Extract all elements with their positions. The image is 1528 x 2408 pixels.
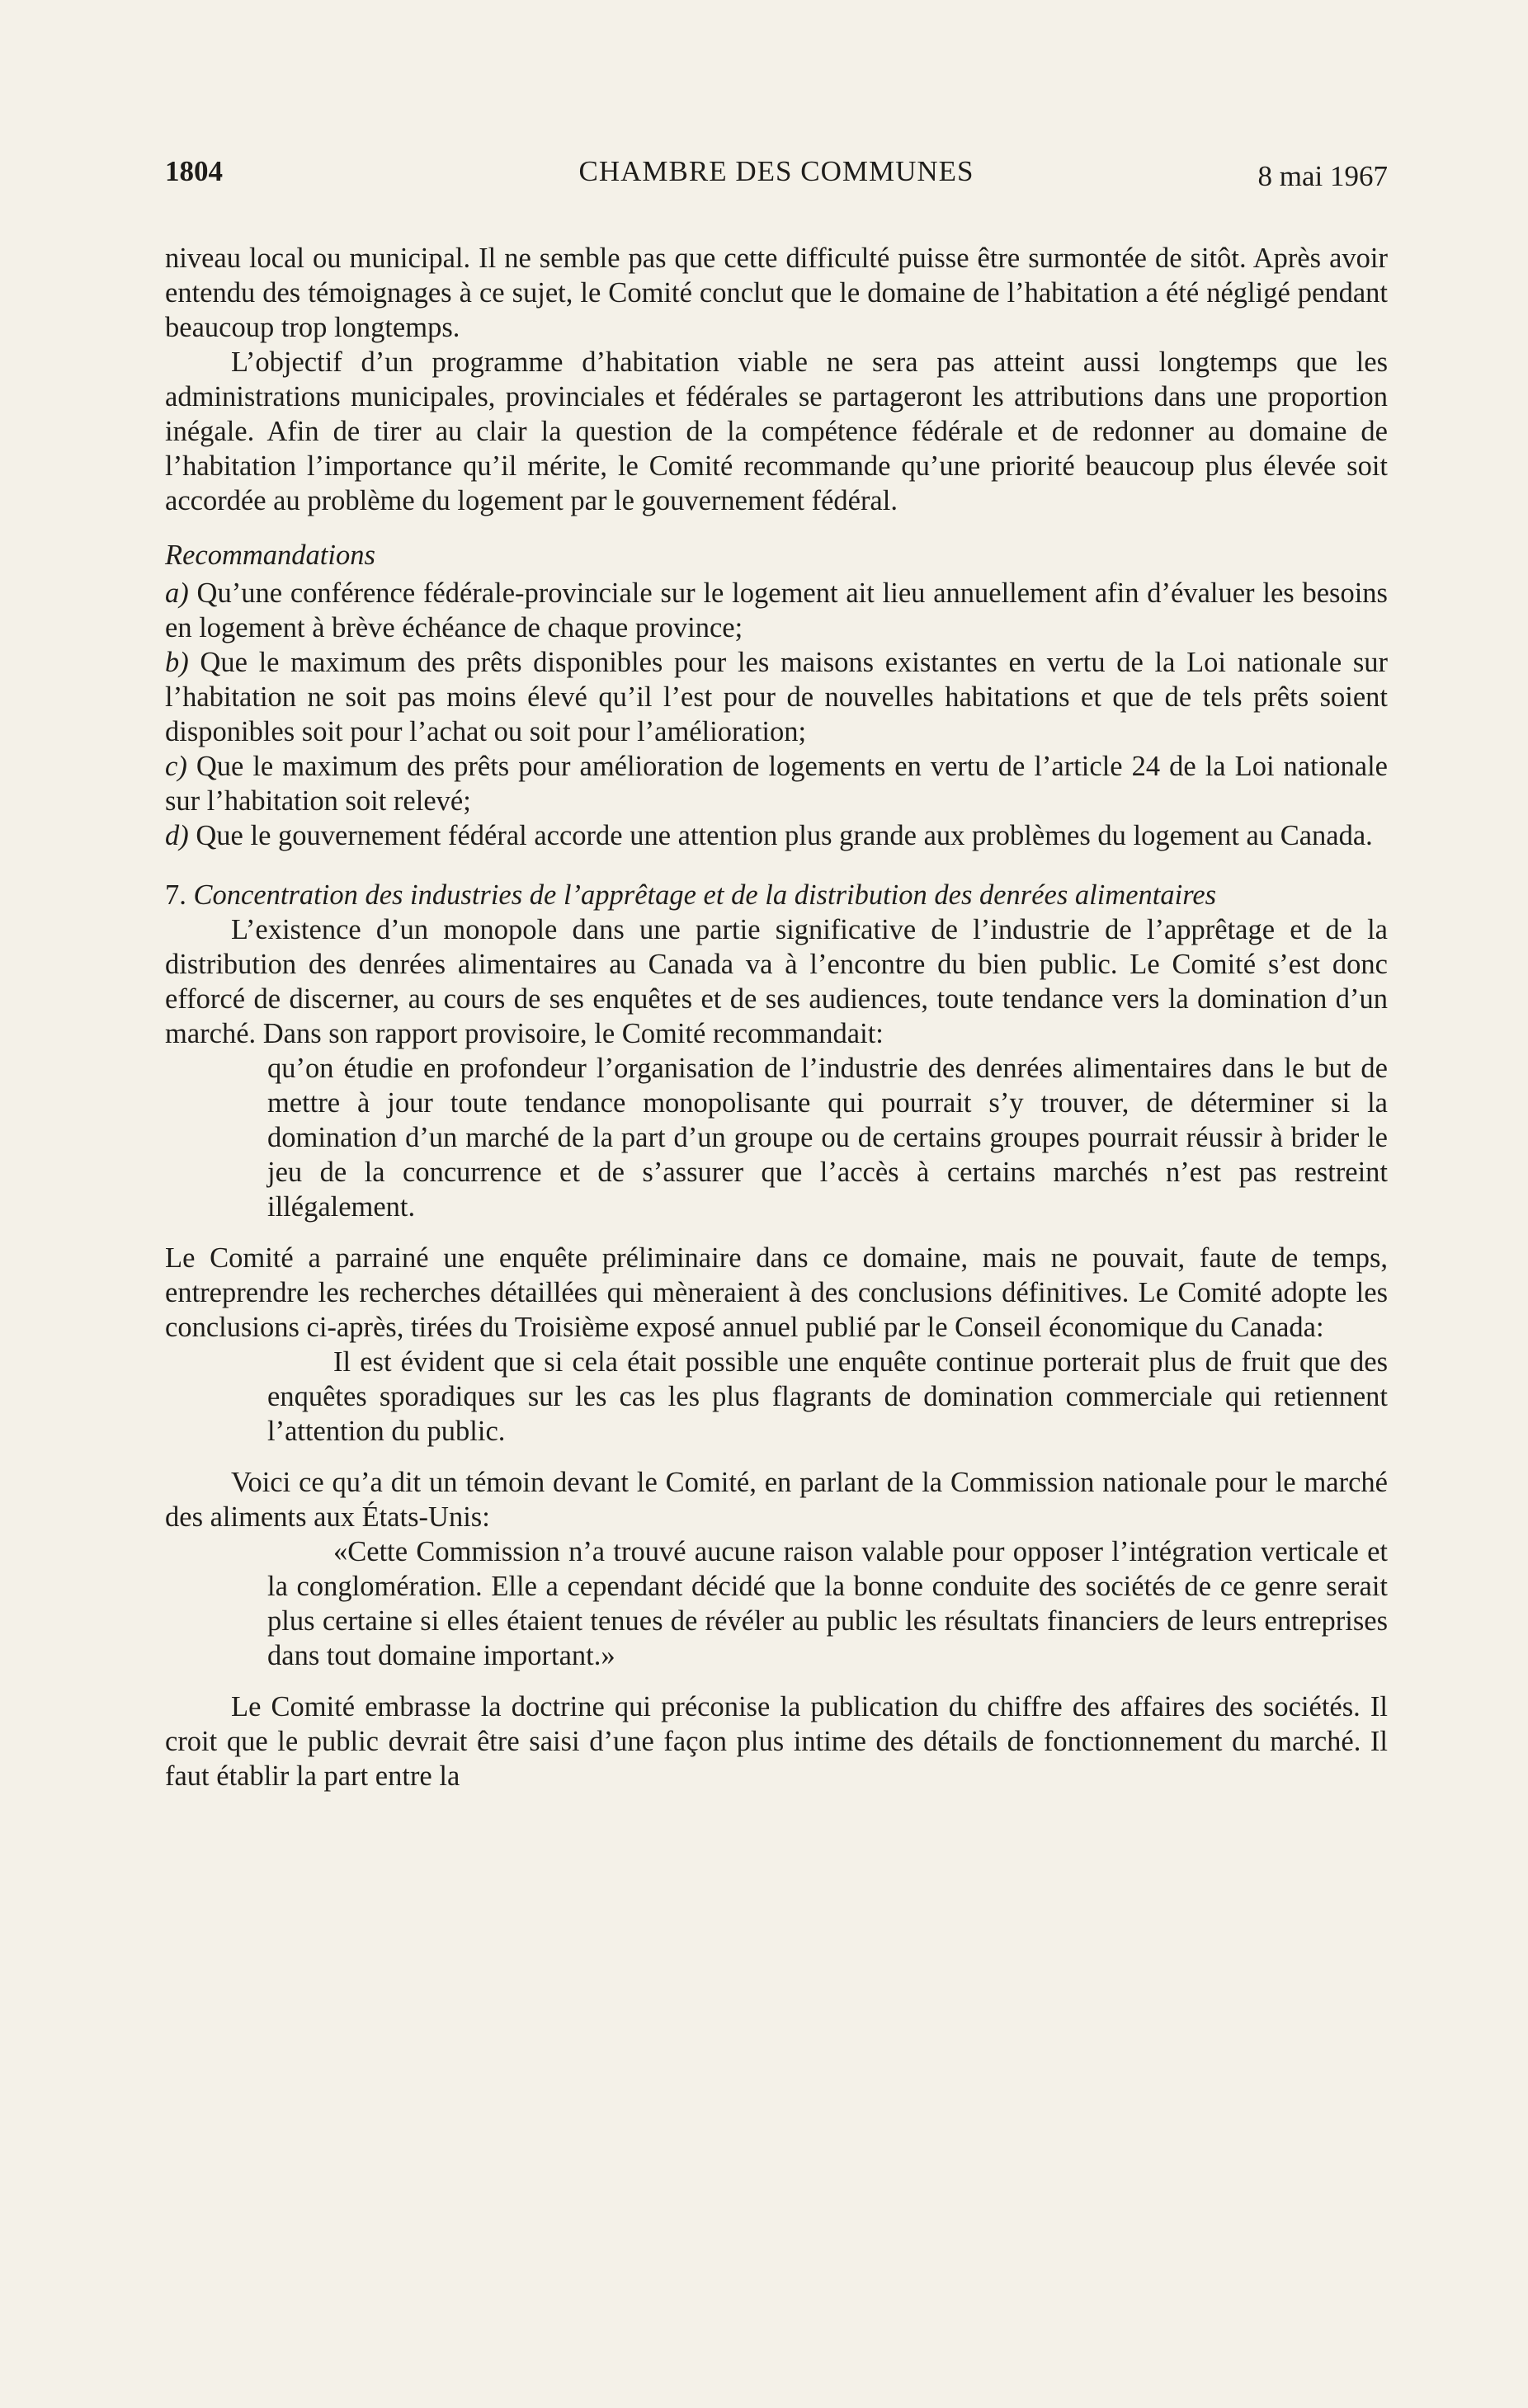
item-text: Que le maximum des prêts pour amélioration de logements en vertu de l’article 24 de la Loi nationale sur l’habitation soit relevé; [165, 751, 1388, 817]
paragraph: Voici ce qu’a dit un témoin devant le Comité, en parlant de la Commission nationale pour le marché des aliments aux États-Unis: [165, 1467, 1388, 1533]
section-7-title [165, 878, 1388, 912]
recommendation-item-b [165, 645, 1388, 749]
item-label: b) [165, 647, 189, 678]
item-text: Qu’une conférence fédérale-provinciale sur le logement ait lieu annuellement afin d’évaluer les besoins en logement à brève échéance de chaque province; [165, 577, 1388, 643]
running-title: CHAMBRE DES COMMUNES [578, 155, 974, 187]
paragraph: Le Comité embrasse la doctrine qui préconise la publication du chiffre des affaires des sociétés. Il croit que le public devrait être saisi d’une façon plus intime des détails de fonctionnement du marché. Il faut établir la part entre la [165, 1691, 1388, 1792]
recommendation-item-c [165, 749, 1388, 818]
paragraph: L’objectif d’un programme d’habitation viable ne sera pas atteint aussi longtemps que les administrations municipales, provinciales et fédérales se partageront les attributions dans une proportion inégale. Afin de tirer au clair la question de la compétence fédérale et de redonner au domaine de l’habitation l’importance qu’il mérite, le Comité recommande qu’une priorité beaucoup plus élevée soit accordée au problème du logement par le gouvernement fédéral. [165, 346, 1388, 516]
recommendations-heading: Recommandations [165, 540, 375, 571]
page-header [165, 155, 1388, 205]
section-number: 7. [165, 879, 186, 911]
paragraph-continued: niveau local ou municipal. Il ne semble pas que cette difficulté puisse être surmontée de sitôt. Après avoir entendu des témoignages à ce sujet, le Comité conclut que le domaine de l’habitation a été négligé pendant beaucoup trop longtemps. [165, 243, 1388, 343]
item-label: c) [165, 751, 187, 782]
page-body [165, 241, 1388, 1793]
item-text: Que le gouvernement fédéral accorde une attention plus grande aux problèmes du logement au Canada. [188, 820, 1373, 851]
item-text: Que le maximum des prêts disponibles pour les maisons existantes en vertu de la Loi nationale sur l’habitation ne soit pas moins élevé qu’il l’est pour de nouvelles habitations et que de tels prêts soient disponibles soit pour l’achat ou soit pour l’amélioration; [165, 647, 1388, 747]
item-label: a) [165, 577, 189, 609]
header-date: 8 mai 1967 [1257, 160, 1388, 192]
page-number: 1804 [165, 155, 223, 187]
section-title-text: Concentration des industries de l’apprêtage et de la distribution des denrées alimentaires [193, 879, 1217, 911]
block-quote: qu’on étudie en profondeur l’organisation de l’industrie des denrées alimentaires dans le but de mettre à jour toute tendance monopolisante qui pourrait s’y trouver, de déterminer si la domination d’un marché de la part d’un groupe ou de certains groupes pourrait réussir à brider le jeu de la concurrence et de s’assurer que l’accès à certains marchés n’est pas restreint illégalement. [267, 1053, 1388, 1223]
block-quote: Il est évident que si cela était possible une enquête continue porterait plus de fruit que des enquêtes sporadiques sur les cas les plus flagrants de domination commerciale qui retiennent l’attention du public. [267, 1346, 1388, 1447]
block-quote: «Cette Commission n’a trouvé aucune raison valable pour opposer l’intégration verticale et la conglomération. Elle a cependant décidé que la bonne conduite des sociétés de ce genre serait plus certaine si elles étaient tenues de révéler au public les résultats financiers de leurs entreprises dans tout domaine important.» [267, 1536, 1388, 1671]
recommendation-item-d [165, 818, 1388, 853]
paragraph: L’existence d’un monopole dans une partie significative de l’industrie de l’apprêtage et de la distribution des denrées alimentaires au Canada va à l’encontre du bien public. Le Comité s’est donc efforcé de discerner, au cours de ses enquêtes et de ses audiences, toute tendance vers la domination d’un marché. Dans son rapport provisoire, le Comité recommandait: [165, 914, 1388, 1049]
paragraph: Le Comité a parrainé une enquête préliminaire dans ce domaine, mais ne pouvait, faute de temps, entreprendre les recherches détaillées qui mèneraient à des conclusions définitives. Le Comité adopte les conclusions ci-après, tirées du Troisième exposé annuel publié par le Conseil économique du Canada: [165, 1242, 1388, 1343]
item-label: d) [165, 820, 189, 851]
recommendation-item-a [165, 576, 1388, 645]
